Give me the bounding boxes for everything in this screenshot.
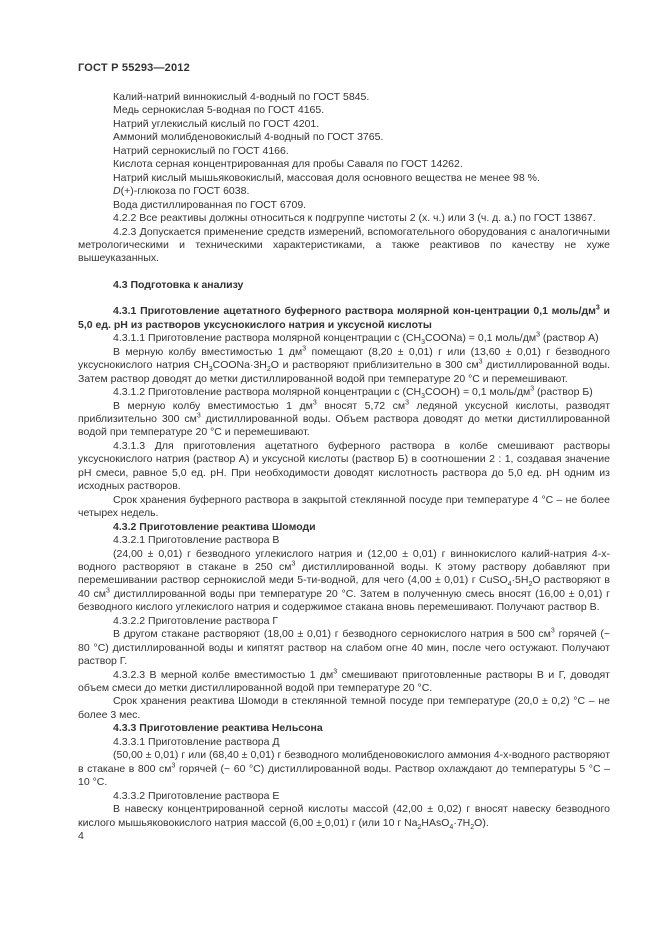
paragraph: 4.3.2.2 Приготовление раствора Г — [113, 614, 279, 627]
section-heading: 4.3.3 Приготовление реактива Нельсона — [113, 722, 323, 735]
paragraph: 4.3.3.2 Приготовление раствора Е — [113, 789, 280, 802]
paragraph: Срок хранения реактива Шомоди в стеклянной темной посуде при температуре (20,0 ± 0,2) °С – не более 3 мес. — [78, 695, 610, 721]
paragraph: 4.3.1.1 Приготовление раствора молярной концентрации с $(CH_3COONa) = 0,1$ моль/$дм^3$ (раствор А) — [113, 331, 599, 347]
section-heading: 4.3.2 Приготовление реактива Шомоди — [113, 520, 316, 533]
section-heading: 4.3 Подготовка к анализу — [113, 278, 244, 291]
paragraph: Аммоний молибденовокислый 4-водный по ГОСТ 3765. — [113, 131, 384, 144]
document-header-standard-number: ГОСТ Р 55293—2012 — [78, 62, 190, 74]
paragraph: Вода дистиллированная по ГОСТ 6709. — [113, 198, 307, 211]
paragraph: В мерную колбу вместимостью 1 $дм^3$ вносят 5,72 $см^3$ ледяной уксусной кислоты, разводят приблизительно 300 $см^3$ дистиллированной воды. Объем раствора доводят до метки дистиллированной водой при температуре 20 °С и перемешивают. — [78, 399, 611, 439]
paragraph: Калий-натрий виннокислый 4-водный по ГОСТ 5845. — [113, 91, 370, 103]
paragraph: (24,00 ± 0,01) г безводного углекислого натрия и (12,00 ± 0,01) г виннокислого калий-натрия 4-х-водного растворяют в стакане в 250 $см^3$ дистиллированной воды. К этому раствору добавляют при перемешивании раствор сернокислой меди 5-ти-водной, для чего (4,00 ± 0,01) г $CuSO_4\cdot 5H_2O$ растворяют в 40 $см^3$ дистиллированной воды при температуре 20 °С. Затем в полученную смесь вносят (16,00 ± 0,01) г безводного кислого углекислого натрия и содержимое стакана вновь перемешивают. Получают раствор В. — [78, 547, 611, 614]
page-content — [78, 62, 610, 843]
paragraph: В навеску концентрированной серной кислоты массой (42,00 ± 0,02) г вносят навеску безводного кислого мышьяковокислого натрия массой (6,00 ± 0,01) г (или 10 г $Na_2HAsO_4\cdot 7H_2O$). — [78, 803, 610, 831]
paragraph: Медь сернокислая 5-водная по ГОСТ 4165. — [113, 104, 325, 117]
paragraph: В мерную колбу вместимостью 1 $дм^3$ помещают (8,20 ± 0,01) г или (13,60 ± 0,01) г безводного уксуснокислого натрия $CH_3COONa\cdot 3H_2O$ и растворяют приблизительно в 300 $см^3$ дистиллированной воды. Затем раствор доводят до метки дистиллированной водой при температуре 20 °С и перемешивают. — [78, 345, 611, 385]
page-number: 4 — [78, 830, 84, 843]
paragraph: Натрий кислый мышьяковокислый, массовая доля основного вещества не менее 98 %. — [113, 171, 540, 184]
paragraph: В другом стакане растворяют (18,00 ± 0,01) г безводного сернокислого натрия в 500 $см^3$ горячей (~ 80 °С) дистиллированной воды и кипятят раствор на слабом огне 40 мин, после чего остужают. Получают раствор Г. — [78, 627, 611, 668]
document-body — [78, 91, 610, 830]
paragraph: 4.3.3.1 Приготовление раствора Д — [113, 735, 280, 748]
paragraph: (50,00 ± 0,01) г или (68,40 ± 0,01) г безводного молибденовокислого аммония 4-х-водного растворяют в стакане в 800 $см^3$ горячей (~ 60 °С) дистиллированной воды. Раствор охлаждают до температуры 5 °С – 10 °С. — [78, 749, 610, 789]
paragraph: 4.3.1.2 Приготовление раствора молярной концентрации с $(CH_3COOH) = 0,1$ моль/$дм^3$ (раствор Б) — [113, 385, 593, 401]
paragraph: Кислота серная концентрированная для пробы Саваля по ГОСТ 14262. — [113, 158, 463, 171]
section-heading: 4.3.1 Приготовление ацетатного буферного раствора молярной кон-центрации 0,1 моль/$дм^3$ и 5,0 ед. рН из растворов уксуснокислого натрия и уксусной кислоты — [78, 304, 610, 331]
paragraph: 4.2.3 Допускается применение средств измерений, вспомогательного оборудования с аналогичными метрологическими и техническими характеристиками, а также реактивов по качеству не хуже вышеуказанных. — [78, 225, 610, 265]
paragraph: Срок хранения буферного раствора в закрытой стеклянной посуде при температуре 4 °С – не более четырех недель. — [78, 493, 610, 520]
paragraph: 4.3.2.1 Приготовление раствора В — [113, 534, 280, 547]
paragraph: D(+)-глюкоза по ГОСТ 6038. — [113, 185, 250, 198]
paragraph: 4.3.1.3 Для приготовления ацетатного буферного раствора в колбе смешивают растворы уксуснокислого натрия (раствор А) и уксусной кислоты (раствор Б) в соотношении 2 : 1, создавая значение рН смеси, равное 5,0 ед. рН. При необходимости доводят кислотность раствора до 5,0 ед. рН одним из исходных растворов. — [78, 439, 610, 493]
paragraph: Натрий сернокислый по ГОСТ 4166. — [113, 144, 289, 157]
paragraph: 4.2.2 Все реактивы должны относиться к подгруппе чистоты 2 (х. ч.) или 3 (ч. д. а.) по ГОСТ 13867. — [113, 212, 596, 225]
paragraph: Натрий углекислый кислый по ГОСТ 4201. — [113, 117, 320, 130]
paragraph: 4.3.2.3 В мерной колбе вместимостью 1 $дм^3$ смешивают приготовленные растворы В и Г, доводят объем смеси до метки дистиллированной водой при температуре 20 °С. — [78, 668, 610, 695]
